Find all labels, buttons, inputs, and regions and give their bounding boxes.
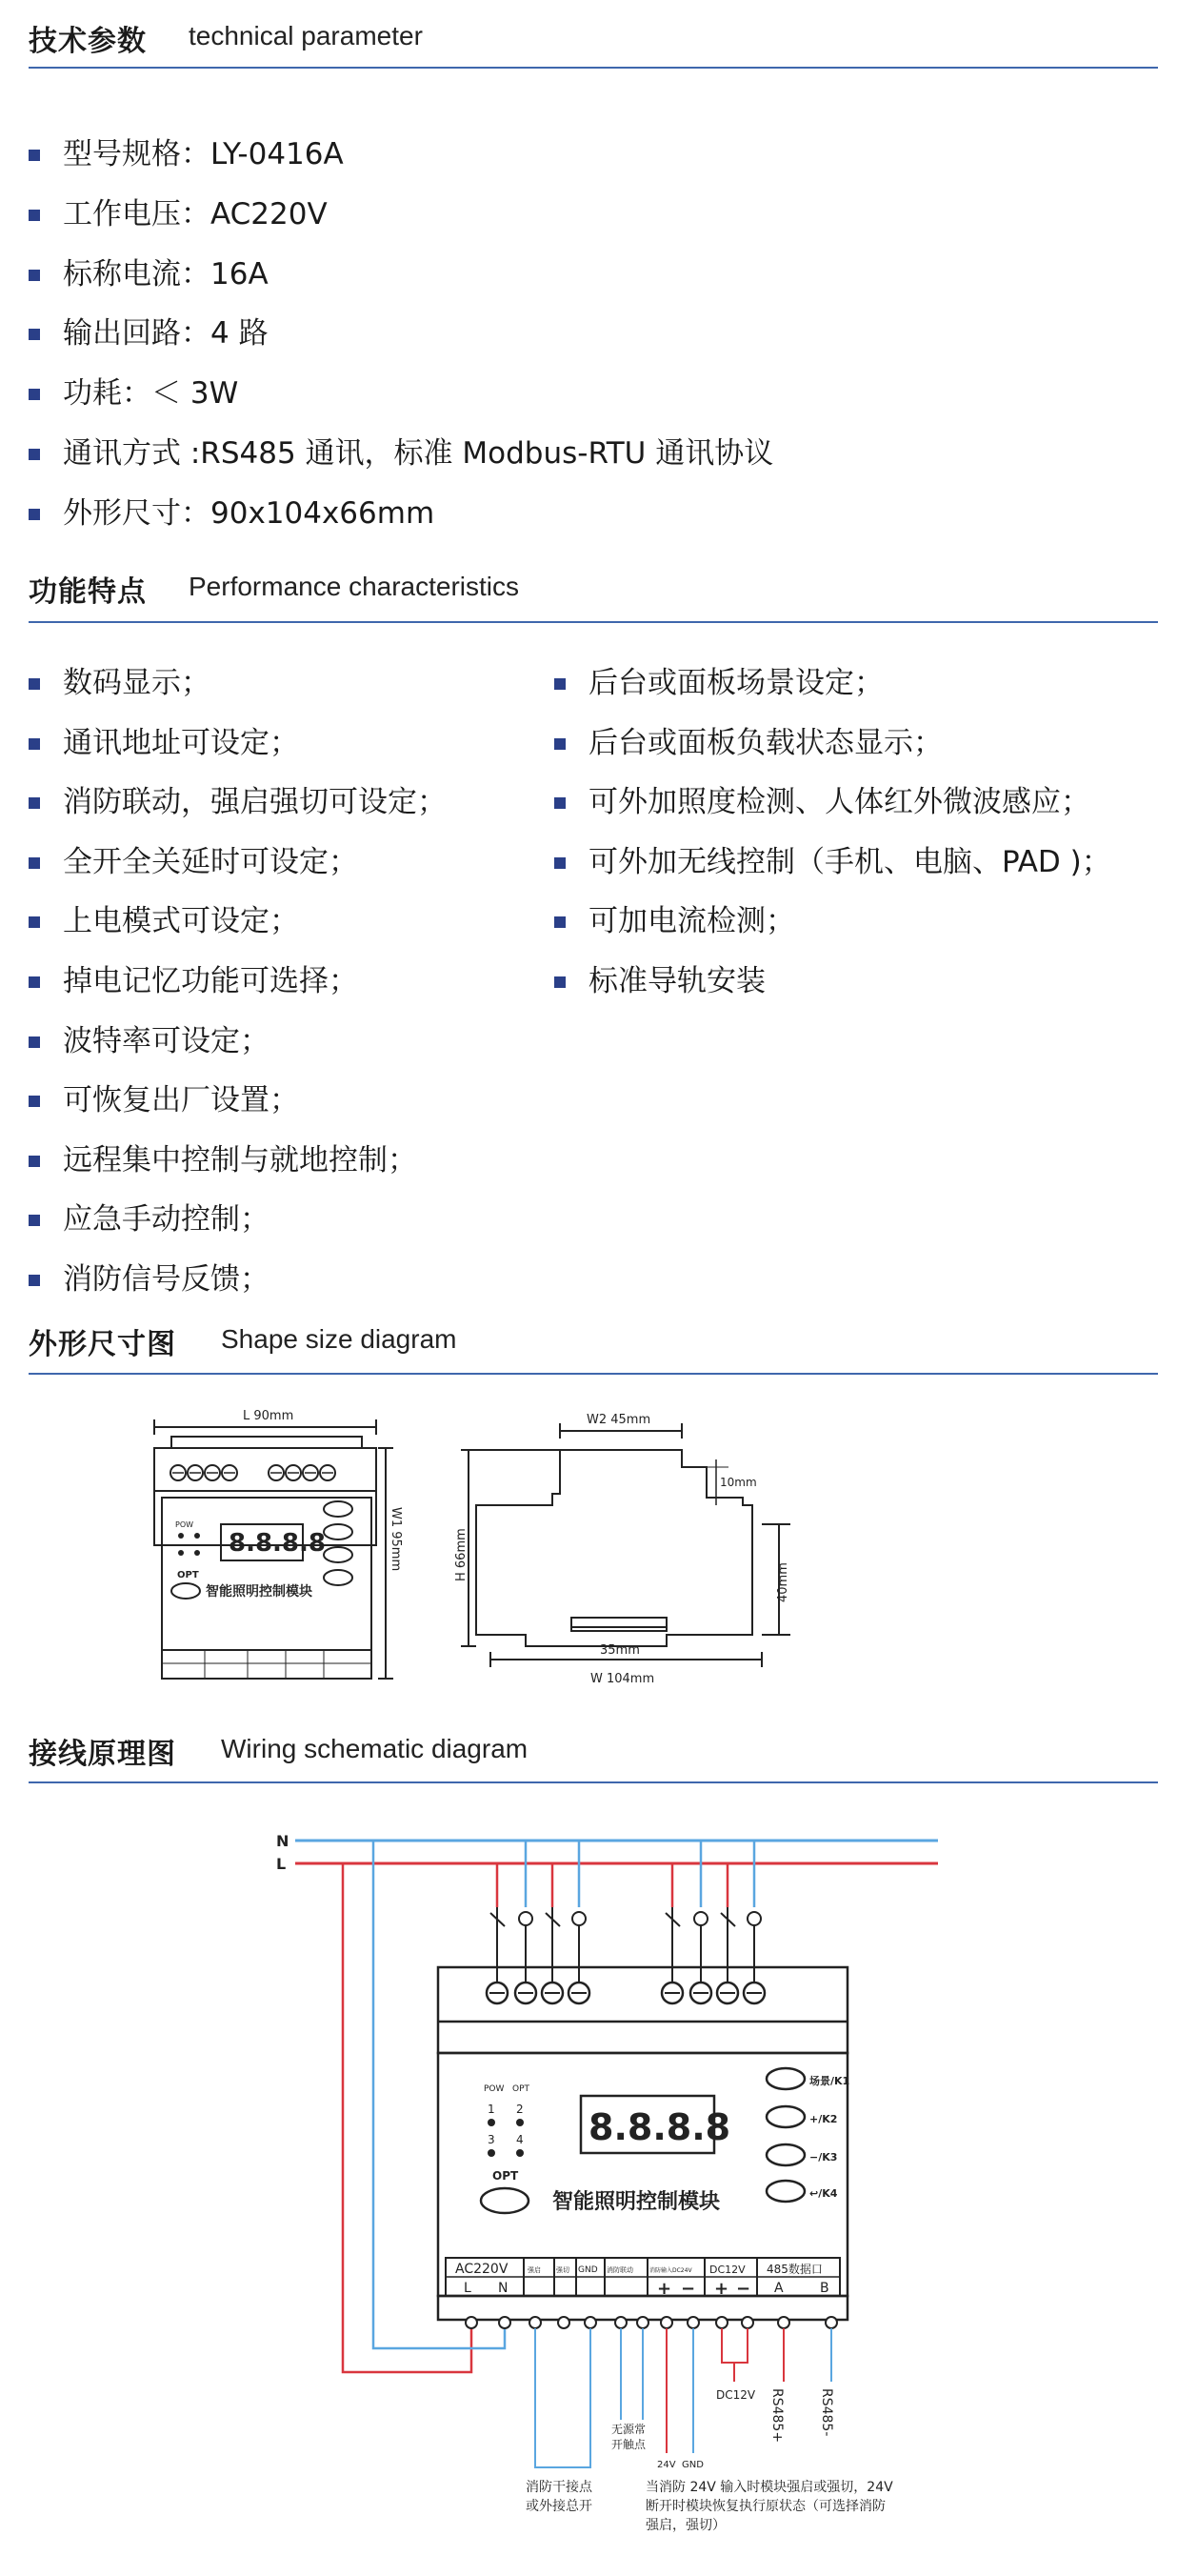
bullet-square-icon (29, 1156, 40, 1167)
section-title-en: Wiring schematic diagram (221, 1734, 529, 1763)
button-label-4: ↩/K4 (809, 2187, 838, 2200)
front-display: 8.8.8.8 (229, 1529, 326, 1558)
tech-item-text: 标称电流：16A (63, 256, 269, 292)
terminal-plus-a: + (657, 2279, 672, 2299)
section-rule (29, 621, 1158, 623)
bullet-square-icon (554, 797, 566, 809)
feature-item-text: 可外加无线控制（手机、电脑、PAD )； (588, 844, 1111, 879)
tech-item-text: 功耗：＜ 3W (63, 376, 239, 412)
section-header-wiring (29, 1730, 1158, 1771)
shape-size-diagram (0, 1391, 1177, 1715)
front-opt-label: OPT (177, 1570, 199, 1580)
ann-rs485m: RS485- (819, 2388, 834, 2437)
tech-item-text: 输出回路：4 路 (63, 316, 269, 352)
button-label-2: +/K2 (809, 2113, 838, 2125)
section-rule (29, 1373, 1158, 1375)
wiring-note-2: 断开时模块恢复执行原状态（可选择消防 (646, 2499, 886, 2514)
feature-item-text: 波特率可设定； (63, 1023, 269, 1058)
bullet-square-icon (29, 976, 40, 988)
ann-fire-1: 消防干接点 (526, 2480, 592, 2495)
wiring-opt-label: OPT (492, 2169, 519, 2183)
terminal-a: A (774, 2281, 784, 2296)
bullet-square-icon (554, 976, 566, 988)
ann-24v: 24V (657, 2460, 676, 2470)
feature-item-text: 全开全关延时可设定； (63, 844, 358, 879)
terminal-group-xf: 消防联动 (607, 2266, 633, 2274)
section-rule (29, 1781, 1158, 1783)
bullet-square-icon (29, 797, 40, 809)
feature-item-text: 标准导轨安装 (588, 964, 766, 998)
bullet-square-icon (554, 857, 566, 869)
section-title-zh: 接线原理图 (29, 1738, 176, 1771)
bullet-square-icon (29, 1096, 40, 1107)
feature-item-text: 远程集中控制与就地控制； (63, 1142, 417, 1177)
front-view (154, 1409, 393, 1679)
tech-item-text: 外形尺寸：90x104x66mm (63, 495, 435, 531)
front-width-label: L 90mm (243, 1409, 294, 1423)
bullet-square-icon (29, 1215, 40, 1226)
wiring-pow-label: POW (484, 2084, 505, 2094)
section-title-zh: 功能特点 (29, 575, 147, 609)
led-num-1: 1 (488, 2103, 495, 2116)
bullet-square-icon (29, 150, 40, 161)
terminal-plus-b: + (714, 2279, 729, 2299)
wiring-display: 8.8.8.8 (588, 2106, 731, 2148)
section-header-tech (29, 17, 1158, 58)
led-num-2: 2 (516, 2103, 524, 2116)
side-right-label: 40mm (776, 1562, 790, 1602)
led-num-4: 4 (516, 2133, 524, 2146)
side-height-label: H 66mm (454, 1528, 469, 1581)
ann-nosrc-2: 开触点 (611, 2438, 647, 2451)
section-title-zh: 技术参数 (29, 25, 147, 58)
wiring-opt-small: OPT (512, 2084, 530, 2094)
bullet-square-icon (554, 916, 566, 928)
side-bottom-label: W 104mm (590, 1672, 655, 1686)
bullet-square-icon (29, 1275, 40, 1286)
tech-item-text: 工作电压：AC220V (63, 196, 328, 231)
bullet-square-icon (29, 210, 40, 221)
feature-item-text: 上电模式可设定； (63, 904, 299, 939)
terminal-group-qq: 强启 (528, 2266, 541, 2274)
side-view (461, 1413, 790, 1667)
feature-item-text: 应急手动控制； (63, 1202, 269, 1238)
wiring-module-name: 智能照明控制模块 (552, 2190, 721, 2214)
feature-item-text: 可恢复出厂设置； (63, 1083, 299, 1118)
bullet-square-icon (29, 738, 40, 750)
bullet-square-icon (29, 1036, 40, 1048)
feature-item-text: 后台或面板场景设定； (588, 666, 884, 700)
terminal-group-485: 485数据口 (767, 2263, 823, 2276)
line-n-label: N (276, 1832, 289, 1850)
front-pow-label: POW (175, 1520, 194, 1529)
tech-item-text: 型号规格：LY-0416A (63, 137, 344, 171)
led-num-3: 3 (488, 2133, 495, 2146)
feature-item-text: 后台或面板负载状态显示； (588, 725, 943, 760)
bullet-square-icon (29, 857, 40, 869)
section-rule (29, 67, 1158, 69)
terminal-group-dc12: DC12V (709, 2264, 746, 2276)
bullet-square-icon (29, 916, 40, 928)
wiring-schematic (0, 1801, 1177, 2576)
terminal-minus-b: − (736, 2279, 751, 2299)
section-title-en: Performance characteristics (189, 572, 520, 601)
bullet-square-icon (29, 449, 40, 460)
section-header-shape (29, 1320, 1158, 1361)
side-step-label: 10mm (720, 1476, 757, 1489)
section-title-en: Shape size diagram (221, 1324, 457, 1354)
terminal-minus-a: − (681, 2279, 696, 2299)
feature-item-text: 掉电记忆功能可选择； (63, 964, 358, 998)
section-title-en: technical parameter (189, 21, 423, 50)
terminal-l: L (464, 2281, 471, 2296)
bullet-square-icon (29, 329, 40, 340)
bullet-square-icon (554, 678, 566, 690)
ann-fire-2: 或外接总开 (526, 2499, 592, 2514)
wiring-note-1: 当消防 24V 输入时模块强启或强切，24V (646, 2480, 893, 2495)
section-header-perf (29, 568, 1158, 609)
feature-item-text: 消防信号反馈； (63, 1262, 269, 1297)
bullet-square-icon (29, 509, 40, 520)
terminal-group-qc: 强切 (556, 2266, 569, 2274)
feature-item-text: 消防联动，强启强切可设定； (63, 785, 447, 820)
front-height-label: W1 95mm (389, 1507, 403, 1572)
front-module-name: 智能照明控制模块 (206, 1584, 312, 1600)
bullet-square-icon (29, 678, 40, 690)
bullet-square-icon (29, 270, 40, 281)
feature-item-text: 通讯地址可设定； (63, 725, 299, 760)
feature-item-text: 数码显示； (63, 666, 210, 700)
terminal-group-ac220: AC220V (455, 2262, 509, 2277)
terminal-n: N (498, 2281, 509, 2296)
button-label-1: 场景/K1 (809, 2075, 850, 2087)
ann-gnd: GND (682, 2460, 704, 2470)
line-l-label: L (276, 1855, 287, 1873)
ann-dc12v: DC12V (716, 2388, 756, 2402)
terminal-b: B (820, 2281, 829, 2296)
feature-item-text: 可外加照度检测、人体红外微波感应； (588, 785, 1090, 820)
button-label-3: −/K3 (809, 2151, 838, 2163)
terminal-group-gnd: GND (578, 2265, 598, 2275)
ann-nosrc-1: 无源常 (611, 2423, 647, 2436)
wiring-note-3: 强启，强切） (646, 2518, 726, 2533)
ann-rs485p: RS485+ (769, 2388, 785, 2444)
feature-item-text: 可加电流检测； (588, 904, 795, 939)
terminal-group-xfin: 消防输入DC24V (649, 2267, 692, 2274)
bullet-square-icon (29, 389, 40, 400)
side-top-label: W2 45mm (587, 1413, 651, 1427)
tech-item-text: 通讯方式 :RS485 通讯，标准 Modbus-RTU 通讯协议 (63, 436, 774, 471)
bullet-square-icon (554, 738, 566, 750)
side-inner-label: 35mm (600, 1643, 640, 1658)
section-title-zh: 外形尺寸图 (29, 1328, 176, 1361)
